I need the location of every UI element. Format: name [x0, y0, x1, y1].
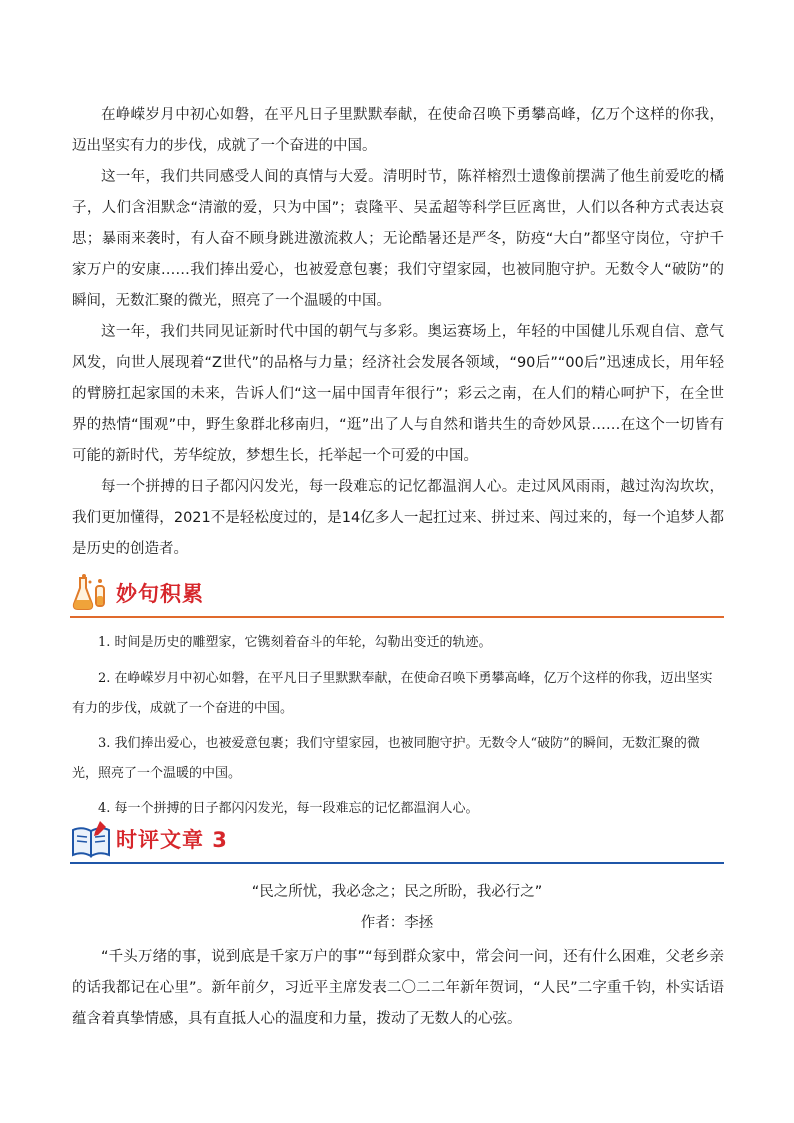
book-icon — [70, 818, 112, 860]
list-item: 3. 我们捧出爱心，也被爱意包裹；我们守望家园，也被同胞守护。无数令人“破防”的瞬间，无数汇聚的微光，照亮了一个温暖的中国。 — [72, 736, 700, 781]
paragraph-1: 在峥嵘岁月中初心如磐，在平凡日子里默默奉献，在使命召唤下勇攀高峰，亿万个这样的你我，迈出坚实有力的步伐，成就了一个奋进的中国。 — [72, 107, 724, 154]
section-header-article — [70, 816, 724, 864]
article-paragraph-1: “千头万绪的事，说到底是千家万户的事”“每到群众家中，常会问一问，还有什么困难，父老乡亲的话我都记在心里”。新年前夕，习近平主席发表二〇二二年新年贺词，“人民”二字重千钧，朴实话语蕴含着真挚情感，具有直抵人心的温度和力量，拨动了无数人的心弦。 — [72, 949, 724, 1027]
paragraph-4: 每一个拼搏的日子都闪闪发光，每一段难忘的记忆都温润人心。走过风风雨雨，越过沟沟坎坎，我们更加懂得，2021不是轻松度过的，是14亿多人一起扛过来、拼过来、闯过来的，每一个追梦人都是历史的创造者。 — [72, 479, 724, 557]
paragraph-2: 这一年，我们共同感受人间的真情与大爱。清明时节，陈祥榕烈士遗像前摆满了他生前爱吃的橘子，人们含泪默念“清澈的爱，只为中国”；袁隆平、吴孟超等科学巨匠离世，人们以各种方式表达哀思；暴雨来袭时，有人奋不顾身跳进激流救人；无论酷暑还是严冬，防疫“大白”都坚守岗位，守护千家万户的安康……我们捧出爱心，也被爱意包裹；我们守望家园，也被同胞守护。无数令人“破防”的瞬间，无数汇聚的微光，照亮了一个温暖的中国。 — [72, 169, 724, 309]
section-title-article: 时评文章 3 — [116, 828, 228, 852]
paragraph-3: 这一年，我们共同见证新时代中国的朝气与多彩。奥运赛场上，年轻的中国健儿乐观自信、意气风发，向世人展现着“Z世代”的品格与力量；经济社会发展各领域，“90后”“00后”迅速成长，用年轻的臂膀扛起家国的未来，告诉人们“这一届中国青年很行”；彩云之南，在人们的精心呵护下，在全世界的热情“围观”中，野生象群北移南归，“逛”出了人与自然和谐共生的奇妙风景……在这个一切皆有可能的新时代，芳华绽放，梦想生长，托举起一个可爱的中国。 — [72, 324, 724, 464]
article-title: “民之所忧，我必念之；民之所盼，我必行之” — [251, 884, 543, 900]
quote-list — [72, 628, 724, 830]
section-title-quotes: 妙句积累 — [116, 582, 204, 606]
section-divider — [70, 616, 724, 618]
section-divider — [70, 862, 724, 864]
list-item: 4. 每一个拼搏的日子都闪闪发光，每一段难忘的记忆都温润人心。 — [98, 801, 479, 816]
section-header-quotes — [70, 570, 724, 618]
list-item: 2. 在峥嵘岁月中初心如磐，在平凡日子里默默奉献，在使命召唤下勇攀高峰，亿万个这样的你我，迈出坚实有力的步伐，成就了一个奋进的中国。 — [72, 671, 713, 716]
list-item: 1. 时间是历史的雕塑家，它镌刻着奋斗的年轮，勾勒出变迁的轨迹。 — [98, 635, 492, 650]
article-author: 作者：李拯 — [360, 915, 434, 931]
flask-icon — [70, 572, 112, 614]
